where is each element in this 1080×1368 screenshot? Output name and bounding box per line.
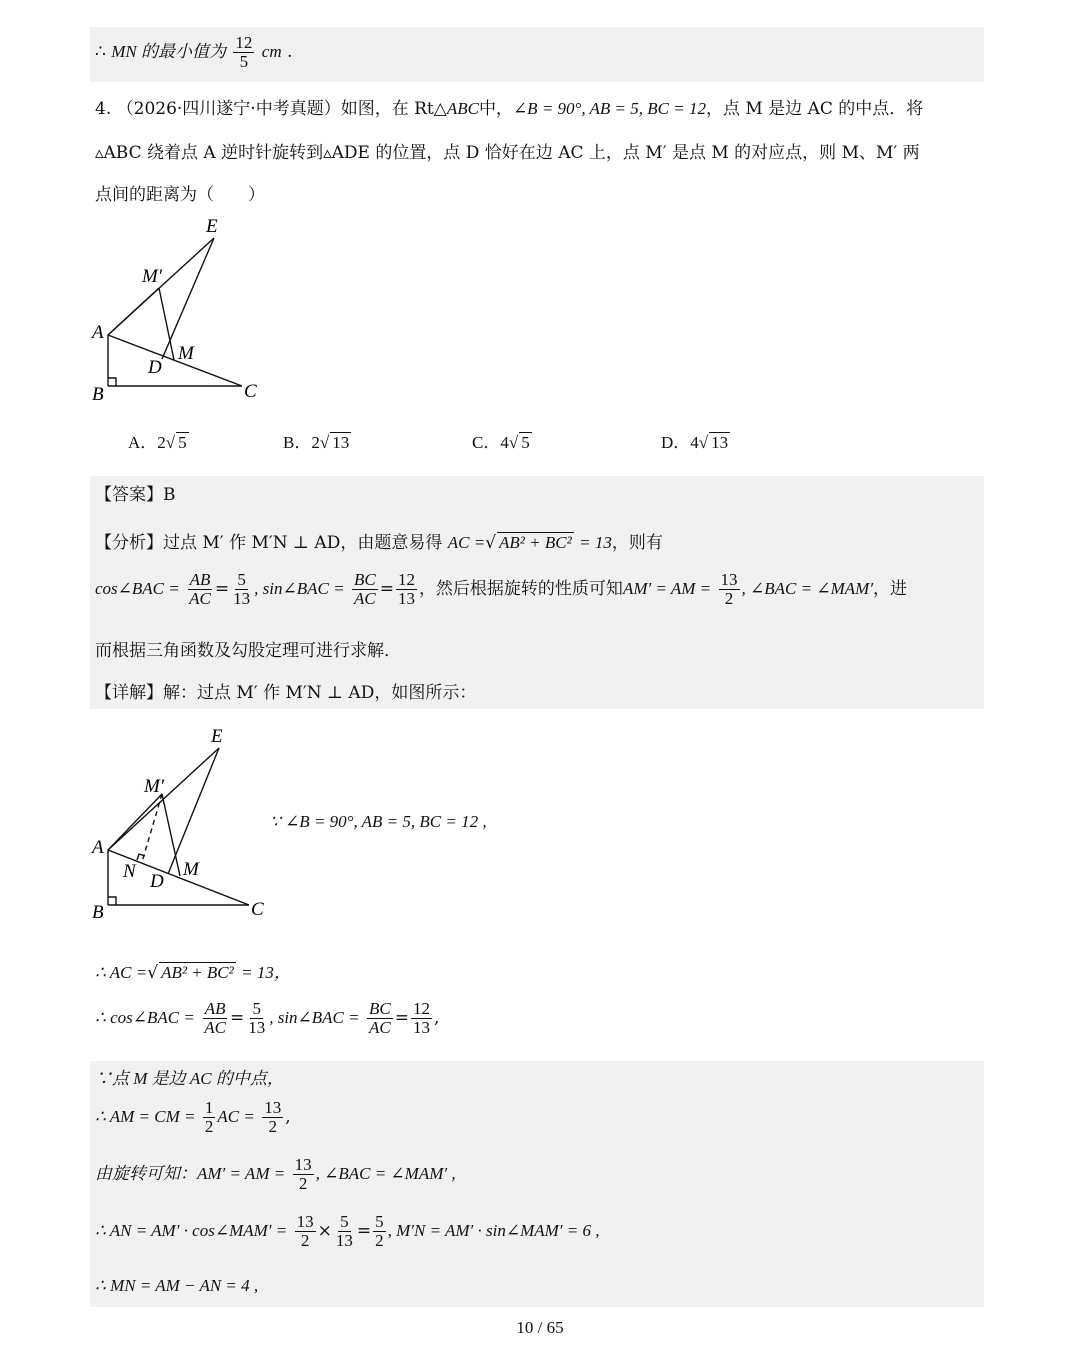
- label-A: A: [92, 837, 104, 858]
- option-d[interactable]: D．4√ 13: [661, 433, 729, 452]
- answer-line: [95, 480, 176, 505]
- step-7: ∴ MN = AM − AN = 4 ,: [95, 1276, 259, 1295]
- step-3: ∵点 M 是边 AC 的中点，: [95, 1069, 284, 1088]
- step-2: ∴ cos∠BAC = $\frac{AB}{AC}$ = $\frac{5}{13}$ , sin∠BAC = $\frac{BC}{AC}$ = $\frac{12}{13}$ ,: [95, 999, 440, 1037]
- analysis-line-2: cos∠BAC = $\frac{AB}{AC}$ = $\frac{5}{13}$ , sin∠BAC = $\frac{BC}{AC}$ = $\frac{12}{13}$ ，然后根据旋转的性质可知AM′ = AM = $\frac{13}{2}$ , ∠BAC = ∠MAM′，进: [95, 570, 908, 608]
- label-N: N: [123, 861, 136, 882]
- step-5: 由旋转可知：AM′ = AM = $\frac{13}{2}$ , ∠BAC = ∠MAM′ ,: [95, 1155, 456, 1193]
- top-result-text: MN 的最小值为: [111, 41, 226, 61]
- label-D: D: [150, 871, 164, 892]
- fraction: $\frac{12}{5}$: [235, 33, 253, 71]
- unit: cm: [261, 41, 282, 61]
- label-M-prime: M′: [144, 776, 164, 797]
- option-c[interactable]: C．4√ 5: [472, 433, 530, 452]
- question-line-3: 点间的距离为（ ）: [95, 185, 265, 205]
- analysis-line-1: 【分析】过点 M′ 作 M′N ⊥ AD，由题意易得 AC =√ AB² + BC² = 13，则有: [95, 533, 663, 553]
- label-M: M: [178, 343, 194, 364]
- label-M: M: [183, 859, 199, 880]
- step-4: ∴ AM = CM = $\frac{1}{2}$ AC = $\frac{13}{2}$ ,: [95, 1098, 291, 1136]
- because-line-1: ∵ ∠B = 90°, AB = 5, BC = 12 ,: [270, 812, 487, 831]
- geometry-figure-1: [86, 210, 276, 410]
- detail-line: 【详解】解：过点 M′ 作 M′N ⊥ AD，如图所示：: [95, 683, 477, 703]
- question-line-2: ▵ABC 绕着点 A 逆时针旋转到▵ADE 的位置，点 D 恰好在边 AC 上，点 M′ 是点 M 的对应点，则 M、M′ 两: [95, 143, 920, 163]
- label-E: E: [211, 726, 223, 747]
- detail-tag: 【详解】: [95, 683, 163, 703]
- answer-tag: 【答案】: [95, 485, 163, 505]
- label-C: C: [244, 381, 257, 402]
- given-conditions: ∠B = 90°, AB = 5, BC = 12: [512, 99, 706, 118]
- label-D: D: [148, 357, 162, 378]
- question-line-1: 4. （2026·四川遂宁·中考真题）如图，在 Rt△ABC中，∠B = 90°, AB = 5, BC = 12，点 M 是边 AC 的中点．将: [95, 99, 924, 119]
- geometry-figure-2: [86, 722, 286, 927]
- label-M-prime: M′: [142, 266, 162, 287]
- question-source: （2026·四川遂宁·中考真题）: [116, 99, 341, 119]
- answer-value: B: [163, 485, 176, 505]
- option-b[interactable]: B．2√ 13: [283, 433, 350, 452]
- analysis-line-3: 而根据三角函数及勾股定理可进行求解．: [95, 641, 401, 661]
- therefore-symbol: ∴: [95, 41, 106, 62]
- label-E: E: [206, 216, 218, 237]
- analysis-tag: 【分析】: [95, 533, 163, 553]
- question-number: 4.: [95, 99, 112, 119]
- label-C: C: [251, 899, 264, 920]
- step-1: ∴ AC =√ AB² + BC² = 13，: [95, 963, 291, 983]
- option-a[interactable]: A．2√ 5: [128, 433, 187, 452]
- label-A: A: [92, 322, 104, 343]
- step-6: ∴ AN = AM′ · cos∠MAM′ = $\frac{13}{2}$ × $\frac{5}{13}$ = $\frac{5}{2}$ , M′N = AM′ · sin∠MAM′ = 6 ,: [95, 1212, 600, 1250]
- top-result-line: ∴ MN 的最小值为 $\frac{12}{5}$ cm .: [95, 33, 293, 71]
- page-number: 10 / 65: [516, 1318, 564, 1337]
- label-B: B: [92, 902, 104, 923]
- label-B: B: [92, 384, 104, 405]
